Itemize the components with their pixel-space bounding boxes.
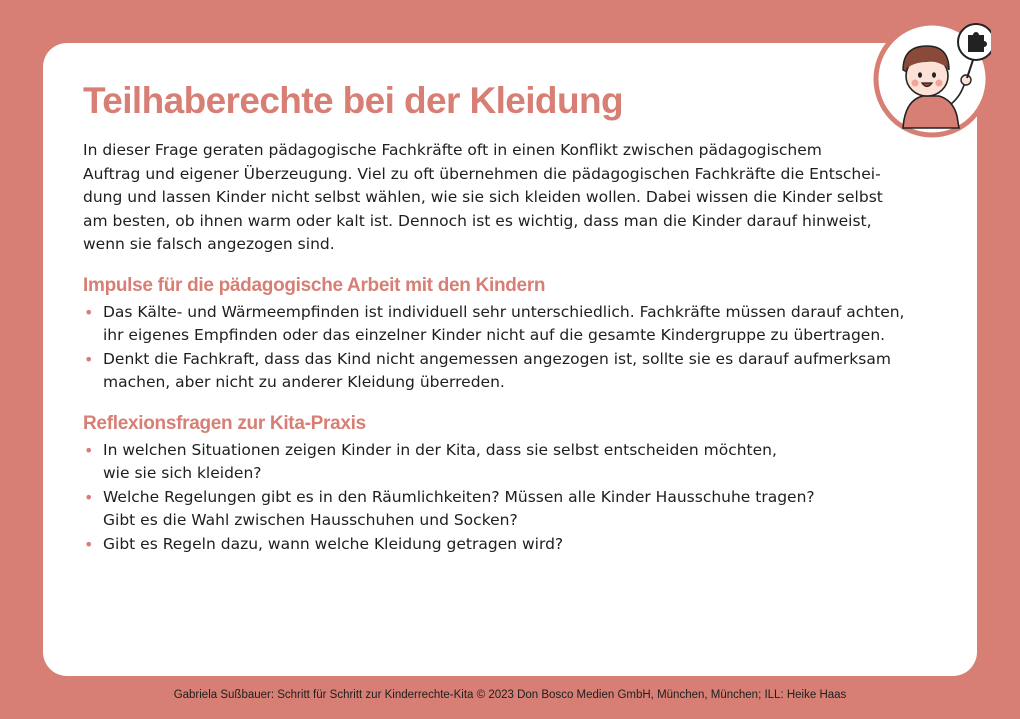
intro-line: In dieser Frage geraten pädagogische Fachkräfte oft in einen Konflikt zwischen pädagogischem [83, 141, 822, 159]
list-item [83, 439, 933, 486]
list-item-line: Gibt es die Wahl zwischen Hausschuhen und Socken? [103, 511, 518, 529]
bullet: • [84, 487, 94, 507]
list-item [83, 348, 933, 395]
list-item [83, 301, 933, 348]
reflection-list [83, 439, 933, 557]
list-item-line: Denkt die Fachkraft, dass das Kind nicht angemessen angezogen ist, sollte sie es darauf aufmerksam [103, 349, 891, 368]
intro-line: Auftrag und eigener Überzeugung. Viel zu oft übernehmen die pädagogischen Fachkräfte die Entschei- [83, 164, 881, 183]
bullet: • [84, 302, 94, 322]
bullet: • [84, 440, 94, 460]
intro-line: dung und lassen Kinder nicht selbst wählen, wie sie sich kleiden wollen. Dabei wissen die Kinder selbst [83, 188, 883, 206]
bullet: • [84, 349, 94, 369]
list-item [83, 486, 933, 533]
list-item-line: In welchen Situationen zeigen Kinder in der Kita, dass sie selbst entscheiden möchten, [103, 440, 777, 459]
child-with-puzzle-sign-illustration [873, 20, 991, 138]
list-item-line: wie sie sich kleiden? [103, 464, 262, 482]
list-item-line: Das Kälte- und Wärmeempfinden ist individuell sehr unterschiedlich. Fachkräfte müssen darauf achten, [103, 302, 905, 321]
content-card [43, 43, 977, 676]
list-item [83, 533, 933, 557]
child-illustration-icon [873, 20, 991, 138]
section-heading-reflection: Reflexionsfragen zur Kita-Praxis [83, 412, 366, 434]
card-content [83, 77, 933, 556]
bullet: • [84, 534, 94, 554]
section-heading-impulses: Impulse für die pädagogische Arbeit mit den Kindern [83, 274, 546, 296]
impulses-list [83, 301, 933, 395]
intro-paragraph [83, 139, 933, 257]
intro-line: wenn sie falsch angezogen sind. [83, 235, 335, 253]
list-item-line: Gibt es Regeln dazu, wann welche Kleidung getragen wird? [103, 534, 564, 553]
list-item-line: machen, aber nicht zu anderer Kleidung überreden. [103, 373, 505, 391]
list-item-line: ihr eigenes Empfinden oder das einzelner Kinder nicht auf die gesamte Kindergruppe zu übertragen. [103, 326, 886, 344]
footer-credits: Gabriela Sußbauer: Schritt für Schritt zur Kinderrechte-Kita © 2023 Don Bosco Medien GmbH, München, München; ILL: Heike Haas [173, 689, 847, 701]
page-title: Teilhaberechte bei der Kleidung [83, 80, 623, 121]
list-item-line: Welche Regelungen gibt es in den Räumlichkeiten? Müssen alle Kinder Hausschuhe tragen? [103, 487, 815, 506]
intro-line: am besten, ob ihnen warm oder kalt ist. Dennoch ist es wichtig, dass man die Kinder darauf hinweist, [83, 211, 872, 230]
